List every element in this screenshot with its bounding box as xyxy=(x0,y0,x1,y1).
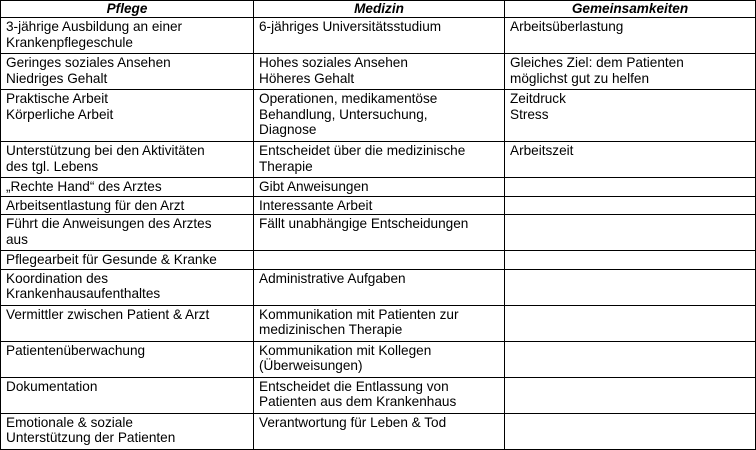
table-row xyxy=(1,90,756,142)
cell-text-line: Krankenpflegeschule xyxy=(6,34,133,50)
cell-gemeinsamkeiten xyxy=(505,377,756,413)
cell-medizin xyxy=(254,341,505,377)
cell-text-line: Praktische Arbeit xyxy=(6,91,108,107)
cell-text-line: Gibt Anweisungen xyxy=(259,179,369,195)
cell-text-line: Arbeitsentlastung für den Arzt xyxy=(6,197,185,213)
cell-text-line: Patienten aus dem Krankenhaus xyxy=(259,394,457,410)
table-row xyxy=(1,377,756,413)
cell-gemeinsamkeiten xyxy=(505,269,756,305)
cell-text-line: Pflegearbeit für Gesunde & Kranke xyxy=(6,252,217,268)
cell-text-line: (Überweisungen) xyxy=(259,358,363,374)
cell-text-line: Geringes soziales Ansehen xyxy=(6,55,171,71)
cell-medizin xyxy=(254,269,505,305)
cell-text-line: des tgl. Lebens xyxy=(6,158,99,174)
table-row xyxy=(1,305,756,341)
cell-text-line: Kommunikation mit Patienten zur xyxy=(259,306,459,322)
cell-text-line: Diagnose xyxy=(259,122,317,138)
cell-text-line: medizinischen Therapie xyxy=(259,322,403,338)
cell-text-line: Arbeitsüberlastung xyxy=(510,19,624,35)
table-row xyxy=(1,54,756,90)
cell-text-line: Therapie xyxy=(259,158,313,174)
cell-text-line: Interessante Arbeit xyxy=(259,197,373,213)
cell-text-line: 6-jähriges Universitätsstudium xyxy=(259,19,442,35)
cell-medizin xyxy=(254,178,505,196)
cell-pflege xyxy=(1,269,254,305)
cell-text-line: Entscheidet über die medizinische xyxy=(259,143,466,159)
cell-pflege xyxy=(1,251,254,269)
cell-text-line: Behandlung, Untersuchung, xyxy=(259,106,428,122)
cell-text-line: Vermittler zwischen Patient & Arzt xyxy=(6,306,210,322)
cell-text-line: Patientenüberwachung xyxy=(6,342,146,358)
table-row xyxy=(1,18,756,54)
cell-text-line: Dokumentation xyxy=(6,378,98,394)
cell-pflege xyxy=(1,178,254,196)
table-row xyxy=(1,142,756,178)
cell-gemeinsamkeiten xyxy=(505,215,756,251)
cell-medizin xyxy=(254,196,505,214)
cell-text-line: Stress xyxy=(510,106,549,122)
cell-text-line: Zeitdruck xyxy=(510,91,566,107)
cell-gemeinsamkeiten xyxy=(505,178,756,196)
table-body xyxy=(1,18,756,449)
table-row xyxy=(1,251,756,269)
cell-text-line: Gleiches Ziel: dem Patienten xyxy=(510,55,684,71)
cell-text-line: Kommunikation mit Kollegen xyxy=(259,342,432,358)
table-row xyxy=(1,269,756,305)
cell-text-line: Höheres Gehalt xyxy=(259,70,355,86)
cell-text-line: Fällt unabhängige Entscheidungen xyxy=(259,216,469,232)
cell-text-line: Krankenhausaufenthaltes xyxy=(6,286,161,302)
cell-medizin xyxy=(254,142,505,178)
cell-text-line: Arbeitszeit xyxy=(510,143,574,159)
cell-medizin xyxy=(254,54,505,90)
cell-gemeinsamkeiten xyxy=(505,305,756,341)
header-medizin: Medizin xyxy=(254,1,505,18)
table-row xyxy=(1,178,756,196)
header-gemeinsamkeiten: Gemeinsamkeiten xyxy=(505,1,756,18)
cell-text-line: möglichst gut zu helfen xyxy=(510,70,650,86)
cell-pflege xyxy=(1,142,254,178)
cell-pflege xyxy=(1,377,254,413)
cell-pflege xyxy=(1,54,254,90)
cell-gemeinsamkeiten xyxy=(505,18,756,54)
table-row xyxy=(1,215,756,251)
header-row xyxy=(1,1,756,18)
table-row xyxy=(1,196,756,214)
cell-text-line: 3-jährige Ausbildung an einer xyxy=(6,19,183,35)
cell-pflege xyxy=(1,18,254,54)
cell-pflege xyxy=(1,341,254,377)
cell-medizin xyxy=(254,251,505,269)
cell-text-line: Verantwortung für Leben & Tod xyxy=(259,414,447,430)
cell-medizin xyxy=(254,305,505,341)
cell-gemeinsamkeiten xyxy=(505,54,756,90)
cell-pflege xyxy=(1,90,254,142)
cell-medizin xyxy=(254,18,505,54)
cell-pflege xyxy=(1,196,254,214)
cell-text-line: Koordination des xyxy=(6,270,109,286)
table-row xyxy=(1,341,756,377)
cell-text-line: Administrative Aufgaben xyxy=(259,270,406,286)
cell-gemeinsamkeiten xyxy=(505,341,756,377)
cell-text-line: Körperliche Arbeit xyxy=(6,106,114,122)
cell-gemeinsamkeiten xyxy=(505,251,756,269)
cell-text-line: Hohes soziales Ansehen xyxy=(259,55,408,71)
cell-gemeinsamkeiten xyxy=(505,90,756,142)
cell-medizin xyxy=(254,90,505,142)
header-pflege: Pflege xyxy=(1,1,254,18)
cell-pflege xyxy=(1,305,254,341)
cell-text-line: Niedriges Gehalt xyxy=(6,70,108,86)
cell-gemeinsamkeiten xyxy=(505,196,756,214)
cell-text-line: Entscheidet die Entlassung von xyxy=(259,378,449,394)
cell-text-line: Operationen, medikamentöse xyxy=(259,91,438,107)
cell-text-line: aus xyxy=(6,231,28,247)
cell-text-line: Unterstützung bei den Aktivitäten xyxy=(6,143,205,159)
cell-pflege xyxy=(1,215,254,251)
cell-text-line: Unterstützung der Patienten xyxy=(6,430,176,446)
cell-medizin xyxy=(254,215,505,251)
cell-text-line: Emotionale & soziale xyxy=(6,414,133,430)
cell-gemeinsamkeiten xyxy=(505,142,756,178)
cell-medizin xyxy=(254,377,505,413)
cell-text-line: „Rechte Hand“ des Arztes xyxy=(6,179,162,195)
cell-text-line: Führt die Anweisungen des Arztes xyxy=(6,216,212,232)
